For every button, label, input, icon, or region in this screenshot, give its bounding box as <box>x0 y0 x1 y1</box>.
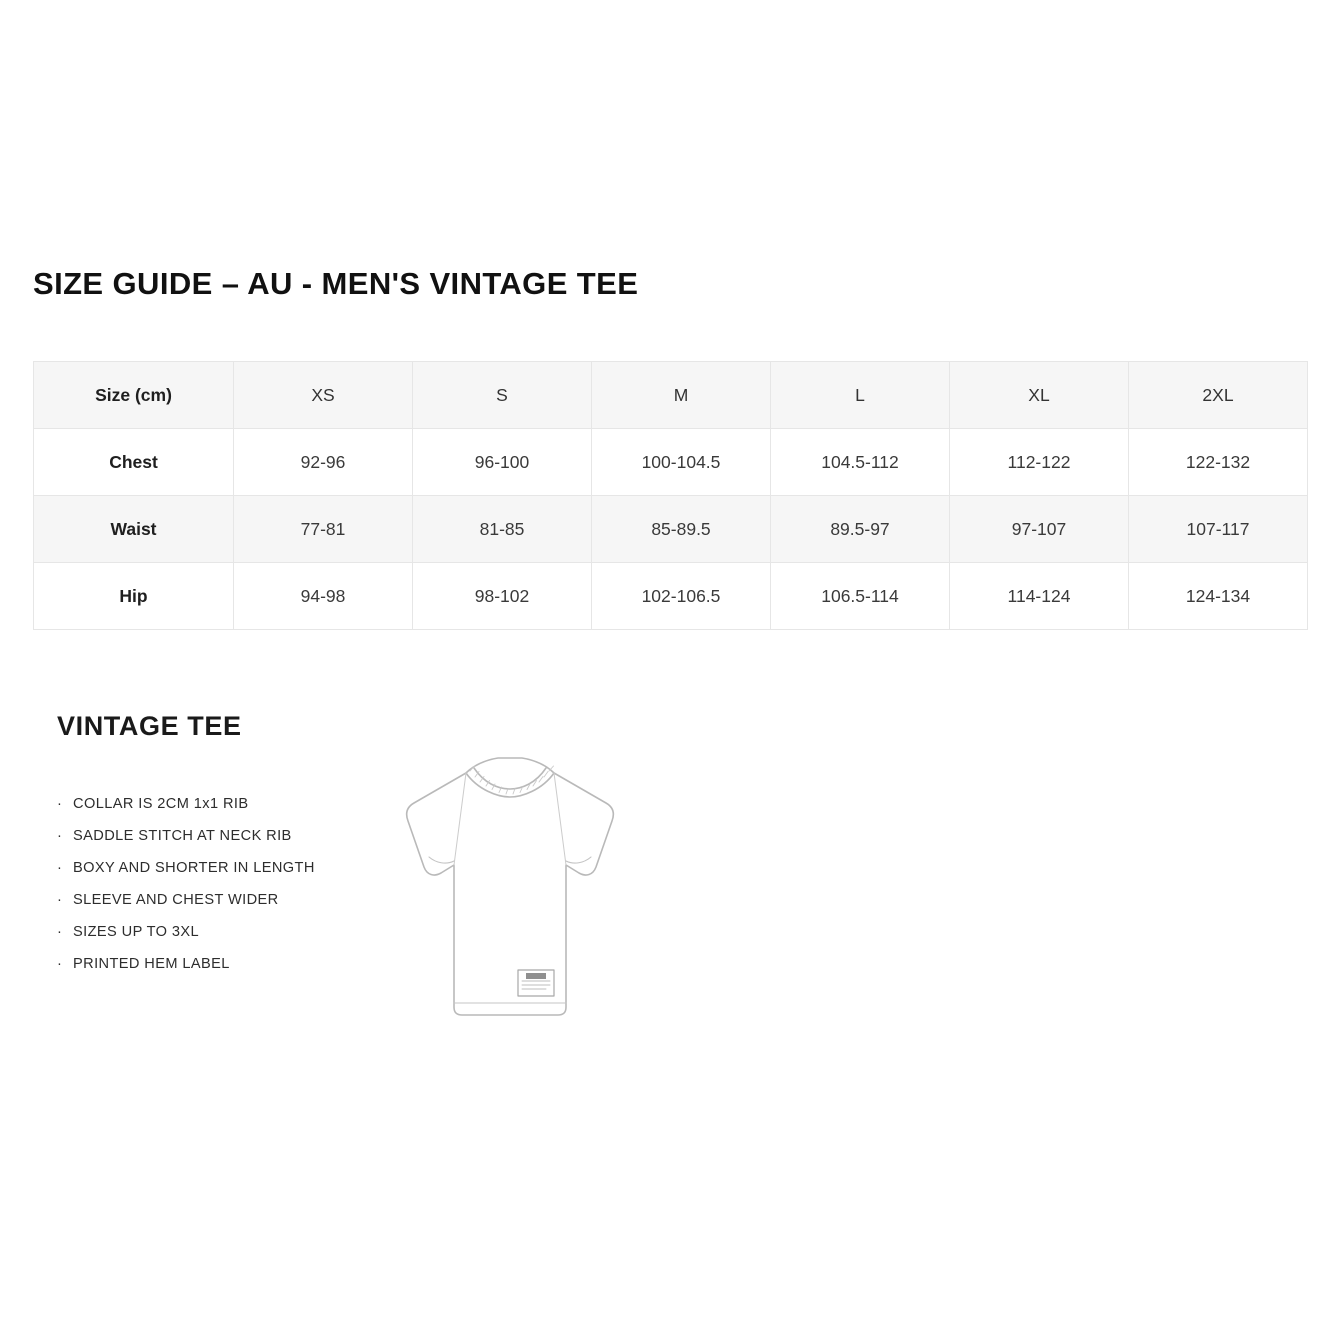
feature-text: SIZES UP TO 3XL <box>73 924 200 940</box>
feature-text: PRINTED HEM LABEL <box>73 956 230 972</box>
page-title: SIZE GUIDE – AU - MEN'S VINTAGE TEE <box>33 266 639 301</box>
cell-chest-l: 104.5-112 <box>771 429 950 496</box>
tee-illustration-svg <box>370 745 650 1035</box>
list-item <box>57 852 387 884</box>
table-header <box>34 362 1308 429</box>
cell-waist-l: 89.5-97 <box>771 496 950 563</box>
cell-chest-xs: 92-96 <box>234 429 413 496</box>
row-header-chest: Chest <box>34 429 234 496</box>
column-header-2xl: 2XL <box>1129 362 1308 429</box>
column-header-m: M <box>592 362 771 429</box>
bullet-icon: · <box>57 956 63 972</box>
cell-hip-2xl: 124-134 <box>1129 563 1308 630</box>
column-header-l: L <box>771 362 950 429</box>
feature-text: SLEEVE AND CHEST WIDER <box>73 892 279 908</box>
column-header-xs: XS <box>234 362 413 429</box>
feature-list <box>57 788 387 980</box>
list-item <box>57 948 387 980</box>
bullet-icon: · <box>57 796 63 812</box>
cell-waist-2xl: 107-117 <box>1129 496 1308 563</box>
column-header-s: S <box>413 362 592 429</box>
feature-text: SADDLE STITCH AT NECK RIB <box>73 828 292 844</box>
column-header-xl: XL <box>950 362 1129 429</box>
cell-waist-xs: 77-81 <box>234 496 413 563</box>
list-item <box>57 820 387 852</box>
cell-waist-xl: 97-107 <box>950 496 1129 563</box>
table-row <box>34 429 1308 496</box>
cell-hip-s: 98-102 <box>413 563 592 630</box>
list-item <box>57 916 387 948</box>
cell-hip-xl: 114-124 <box>950 563 1129 630</box>
cell-hip-l: 106.5-114 <box>771 563 950 630</box>
cell-chest-xl: 112-122 <box>950 429 1129 496</box>
cell-chest-s: 96-100 <box>413 429 592 496</box>
bullet-icon: · <box>57 860 63 876</box>
cell-hip-xs: 94-98 <box>234 563 413 630</box>
bullet-icon: · <box>57 892 63 908</box>
cell-waist-m: 85-89.5 <box>592 496 771 563</box>
cell-hip-m: 102-106.5 <box>592 563 771 630</box>
cell-chest-m: 100-104.5 <box>592 429 771 496</box>
feature-text: BOXY AND SHORTER IN LENGTH <box>73 860 315 876</box>
table-row <box>34 563 1308 630</box>
list-item <box>57 884 387 916</box>
column-header-size: Size (cm) <box>34 362 234 429</box>
row-header-waist: Waist <box>34 496 234 563</box>
product-name: VINTAGE TEE <box>57 711 242 741</box>
cell-chest-2xl: 122-132 <box>1129 429 1308 496</box>
bullet-icon: · <box>57 828 63 844</box>
size-chart-table <box>33 361 1308 630</box>
feature-text: COLLAR IS 2CM 1x1 RIB <box>73 796 249 812</box>
list-item <box>57 788 387 820</box>
bullet-icon: · <box>57 924 63 940</box>
cell-waist-s: 81-85 <box>413 496 592 563</box>
tee-illustration <box>370 745 650 1035</box>
table-row <box>34 496 1308 563</box>
table-header-row <box>34 362 1308 429</box>
table-body <box>34 429 1308 630</box>
row-header-hip: Hip <box>34 563 234 630</box>
